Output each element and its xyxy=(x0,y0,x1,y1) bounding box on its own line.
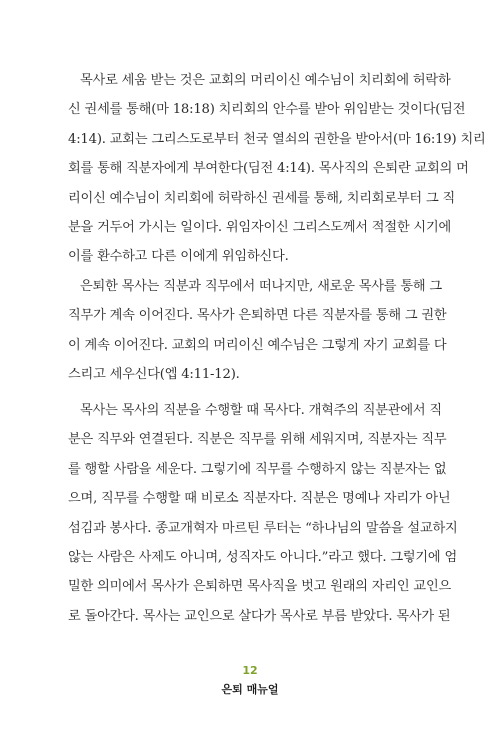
paragraph-1 xyxy=(68,66,486,389)
paragraph-2 xyxy=(68,272,447,390)
text-line: 은퇴한 목사는 직분과 직무에서 떠나지만, 새로운 목사를 통해 그 xyxy=(80,278,442,294)
text-line: 이 계속 이어진다. 교회의 머리이신 예수님은 그렇게 자기 교회를 다 xyxy=(68,337,447,353)
text-line: 로 돌아간다. 목사는 교인으로 살다가 목사로 부름 받았다. 목사가 된 xyxy=(68,608,451,624)
text-line: 를 행할 사람을 세운다. 그렇기에 직무를 수행하지 않는 직분자는 없 xyxy=(68,461,447,477)
text-line: 스리고 세우신다(엡 4:11-12). xyxy=(68,366,240,382)
text-line: 목사로 세움 받는 것은 교회의 머리이신 예수님이 치리회에 허락하 xyxy=(80,73,451,88)
page-number: 12 xyxy=(242,664,258,677)
text-line: 4:14). 교회는 그리스도로부터 천국 열쇠의 권한을 받아서(마 16:19) 치리 xyxy=(68,131,486,147)
text-line: 섬김과 봉사다. 종교개혁자 마르틴 루터는 “하나님의 말씀을 설교하지 xyxy=(68,520,458,536)
text-line: 직무가 계속 이어진다. 목사가 은퇴하면 다른 직분자를 통해 그 권한 xyxy=(68,308,447,324)
text-line: 분을 거두어 가시는 일이다. 위임자이신 그리스도께서 적절한 시기에 xyxy=(68,219,452,235)
text-line: 리이신 예수님이 치리회에 허락하신 권세를 통해, 치리회로부터 그 직 xyxy=(68,190,456,206)
text-line: 신 권세를 통해(마 18:18) 치리회의 안수를 받아 위임받는 것이다(딤전 xyxy=(68,102,466,118)
text-line: 분은 직무와 연결된다. 직분은 직무를 위해 세워지며, 직분자는 직무 xyxy=(68,432,447,448)
text-line: 으며, 직무를 수행할 때 비로소 직분자다. 직분은 명예나 자리가 아닌 xyxy=(68,491,451,507)
running-footer-title: 은퇴 매뉴얼 xyxy=(221,683,279,696)
text-line: 목사는 목사의 직분을 수행할 때 목사다. 개혁주의 직분관에서 직 xyxy=(80,403,442,418)
text-line: 않는 사람은 사제도 아니며, 성직자도 아니다.”라고 했다. 그렇기에 엄 xyxy=(68,549,458,565)
text-line: 밀한 의미에서 목사가 은퇴하면 목사직을 벗고 원래의 자리인 교인으 xyxy=(68,579,452,595)
text-line: 이를 환수하고 다른 이에게 위임하신다. xyxy=(68,249,289,265)
text-line: 회를 통해 직분자에게 부여한다(딤전 4:14). 목사직의 은퇴란 교회의 머 xyxy=(68,161,469,177)
paragraph-3 xyxy=(68,396,458,631)
